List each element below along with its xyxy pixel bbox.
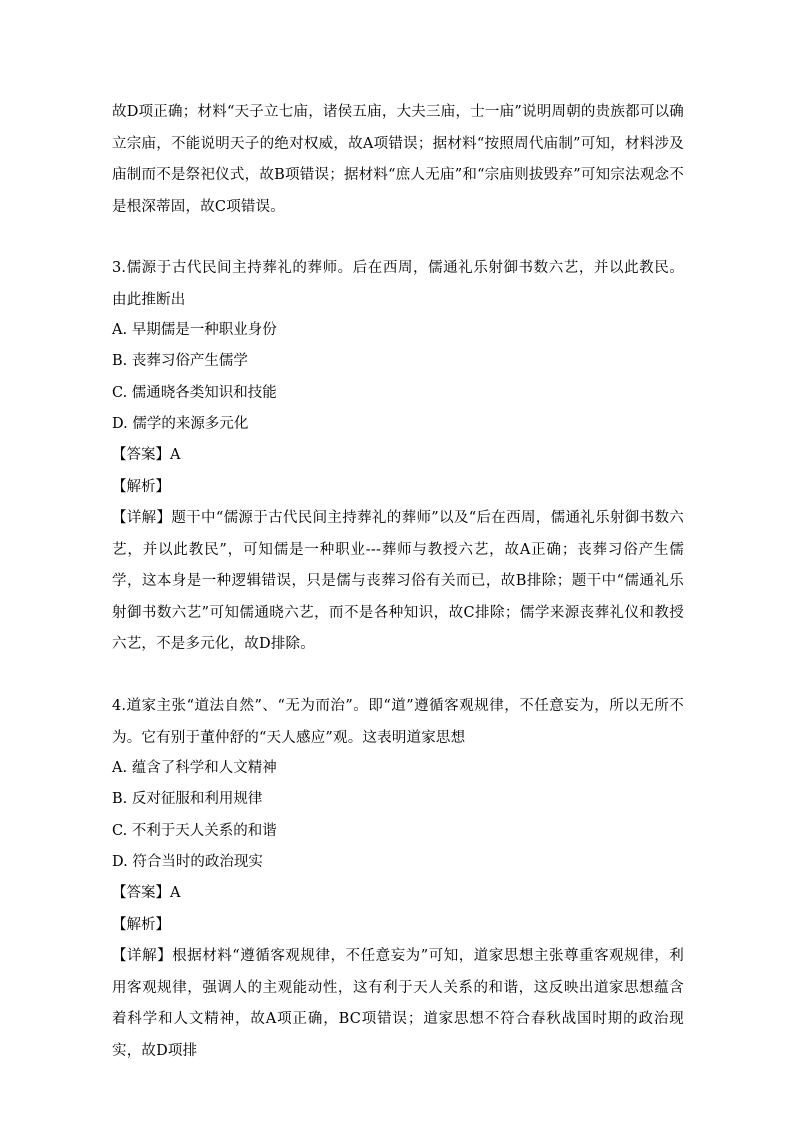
q3-answer: 【答案】A [112, 447, 181, 463]
q4-option-b: B. 反对征服和利用规律 [112, 791, 263, 807]
q4-option-d: D. 符合当时的政治现实 [112, 854, 263, 870]
q4-stem: 4.道家主张“道法自然”、“无为而治”。即“道”遵循客观规律，不任意妄为，所以无所不为。它有别于董仲舒的“天人感应”观。这表明道家思想 [112, 698, 684, 746]
q3-stem: 3.儒源于古代民间主持葬礼的葬师。后在西周，儒通礼乐射御书数六艺，并以此教民。由此推断出 [112, 260, 684, 308]
q4-detail: 【详解】根据材料“遵循客观规律，不任意妄为”可知，道家思想主张尊重客观规律，利用客观规律，强调人的主观能动性，这有利于天人关系的和谐，这反映出道家思想蕴含着科学和人文精神，故A项正确，BC项错误；道家思想不符合春秋战国时期的政治现实，故D项排 [112, 948, 684, 1059]
q3-option-a: A. 早期儒是一种职业身份 [112, 322, 277, 338]
q4-option-a: A. 蕴含了科学和人文精神 [112, 760, 277, 776]
q3-detail: 【详解】题干中“儒源于古代民间主持葬礼的葬师”以及“后在西周，儒通礼乐射御书数六艺，并以此教民”，可知儒是一种职业---葬师与教授六艺，故A正确；丧葬习俗产生儒学，这本身是一种逻辑错误，只是儒与丧葬习俗有关而已，故B排除；题干中“儒通礼乐射御书数六艺”可知儒通晓六艺，而不是各种知识，故C排除；儒学来源丧葬礼仪和教授六艺，不是多元化，故D排除。 [112, 510, 684, 652]
q3-option-d: D. 儒学的来源多元化 [112, 416, 249, 432]
q4-answer: 【答案】A [112, 885, 181, 901]
q4-option-c: C. 不利于天人关系的和谐 [112, 823, 277, 839]
q2-analysis-continuation: 故D项正确；材料“天子立七庙，诸侯五庙，大夫三庙，士一庙”说明周朝的贵族都可以确立宗庙，不能说明天子的绝对权威，故A项错误；据材料“按照周代庙制”可知，材料涉及庙制而不是祭祀仪式，故B项错误；据材料“庶人无庙”和“宗庙则拔毁弃”可知宗法观念不是根深蒂固，故C项错误。 [112, 104, 684, 215]
q4-analysis-heading: 【解析】 [112, 917, 170, 933]
q3-analysis-heading: 【解析】 [112, 479, 170, 495]
q3-option-c: C. 儒通晓各类知识和技能 [112, 385, 277, 401]
q3-option-b: B. 丧葬习俗产生儒学 [112, 353, 248, 369]
